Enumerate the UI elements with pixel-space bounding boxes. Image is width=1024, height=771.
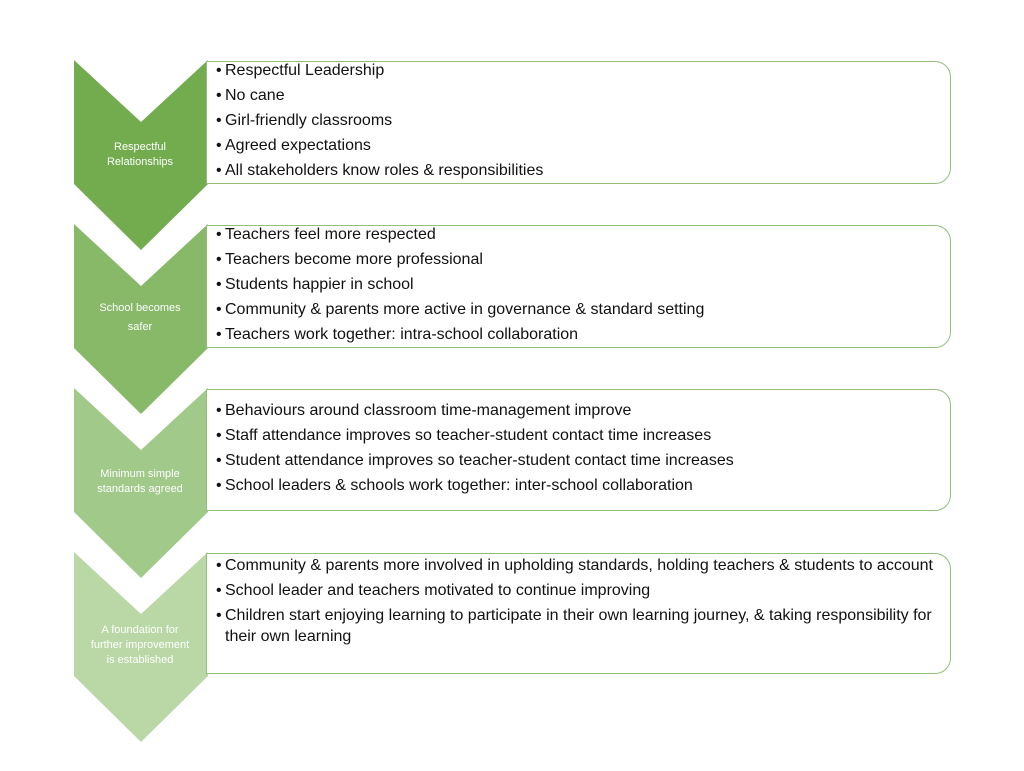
list-item: • School leaders & schools work together: inter-school collaboration (216, 475, 946, 496)
stage-1-label-line-1: Respectful (114, 141, 166, 153)
list-item: • Teachers work together: intra-school collaboration (216, 324, 946, 345)
stage-4-list (216, 555, 946, 651)
stage-1-list (216, 60, 946, 185)
stage-2-label (76, 301, 204, 335)
stage-2-label-line-2: safer (127, 321, 153, 333)
list-item: • Behaviours around classroom time-management improve (216, 400, 946, 421)
stage-3-list (216, 400, 946, 500)
stage-3-label-line-2: standards agreed (97, 483, 183, 495)
stage-2-label-line-1: School becomes (99, 302, 181, 314)
list-item: • Community & parents more active in governance & standard setting (216, 299, 946, 320)
list-item: • All stakeholders know roles & responsibilities (216, 160, 946, 181)
stage-4-label-line-3: is established (106, 654, 174, 666)
list-item: • Teachers feel more respected (216, 224, 946, 245)
list-item: • No cane (216, 85, 946, 106)
stage-1-label-line-2: Relationships (106, 156, 174, 168)
stage-4-label-line-1: A foundation for (101, 624, 179, 636)
stage-3-label (76, 467, 204, 497)
list-item: • Children start enjoying learning to participate in their own learning journey, & taking responsibility for their own learning (216, 605, 946, 647)
list-item: • Student attendance improves so teacher-student contact time increases (216, 450, 946, 471)
list-item: • Students happier in school (216, 274, 946, 295)
list-item: • Respectful Leadership (216, 60, 946, 81)
stage-4-label-line-2: further improvement (90, 639, 190, 651)
list-item: • Staff attendance improves so teacher-student contact time increases (216, 425, 946, 446)
stage-1-label (76, 140, 204, 170)
stage-4-label (76, 623, 204, 668)
list-item: • Agreed expectations (216, 135, 946, 156)
stage-3-label-line-1: Minimum simple (100, 468, 180, 480)
list-item: • Community & parents more involved in upholding standards, holding teachers & students to account (216, 555, 946, 576)
list-item: • Teachers become more professional (216, 249, 946, 270)
stage-2-list (216, 224, 946, 349)
list-item: • School leader and teachers motivated to continue improving (216, 580, 946, 601)
list-item: • Girl-friendly classrooms (216, 110, 946, 131)
